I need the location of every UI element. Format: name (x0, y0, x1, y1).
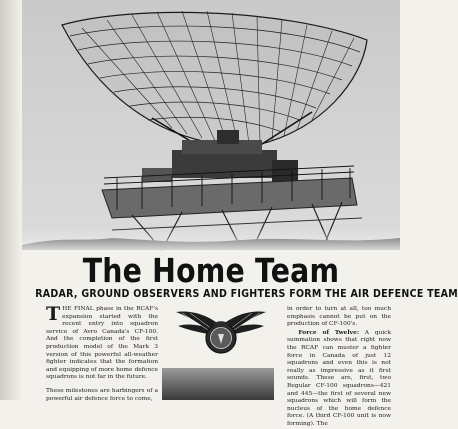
page-binding (0, 0, 22, 400)
article-column-right (287, 306, 391, 429)
rcaf-winged-crest-icon (172, 304, 270, 360)
radar-antenna-photo (22, 0, 400, 250)
article-column-left (46, 303, 158, 403)
drop-cap: T (46, 303, 61, 325)
run-in-heading: Force of Twelve: (298, 328, 360, 336)
paragraph-text: phase in the RCAF's expansion started with the recent entry into squadron service of Avro Canada's CF-100. And the completion of the first production model of the Mark 3 version of this powerful all-weather fighter indicates that the formation and equipping of more home defence squadrons is not far in the future. (46, 306, 158, 381)
paragraph: These milestones are harbingers of a powerful air defence force to come, (46, 387, 158, 402)
paragraph (46, 303, 158, 382)
inset-photo (162, 368, 274, 400)
paragraph: in order to turn at all, too much emphasis cannot be put on the production of CF-100's. (287, 306, 391, 328)
lead-in: HE FINAL (62, 306, 94, 312)
subheadline: RADAR, GROUND OBSERVERS AND FIGHTERS FORM THE AIR DEFENCE TEAM (35, 289, 458, 300)
paragraph (287, 329, 391, 429)
paragraph-text: A quick summation shows that right now the RCAF can muster a fighter force in Canada of just 12 squadrons and even this is not really as impressive as it first sounds. These are, first, two Regular CF-100 squadrons—421 and 445—the first of several new squadrons which will form the nucleus of the home defence force. (A third CF-100 unit is now forming). The (287, 329, 392, 427)
headline: The Home Team (82, 251, 340, 290)
